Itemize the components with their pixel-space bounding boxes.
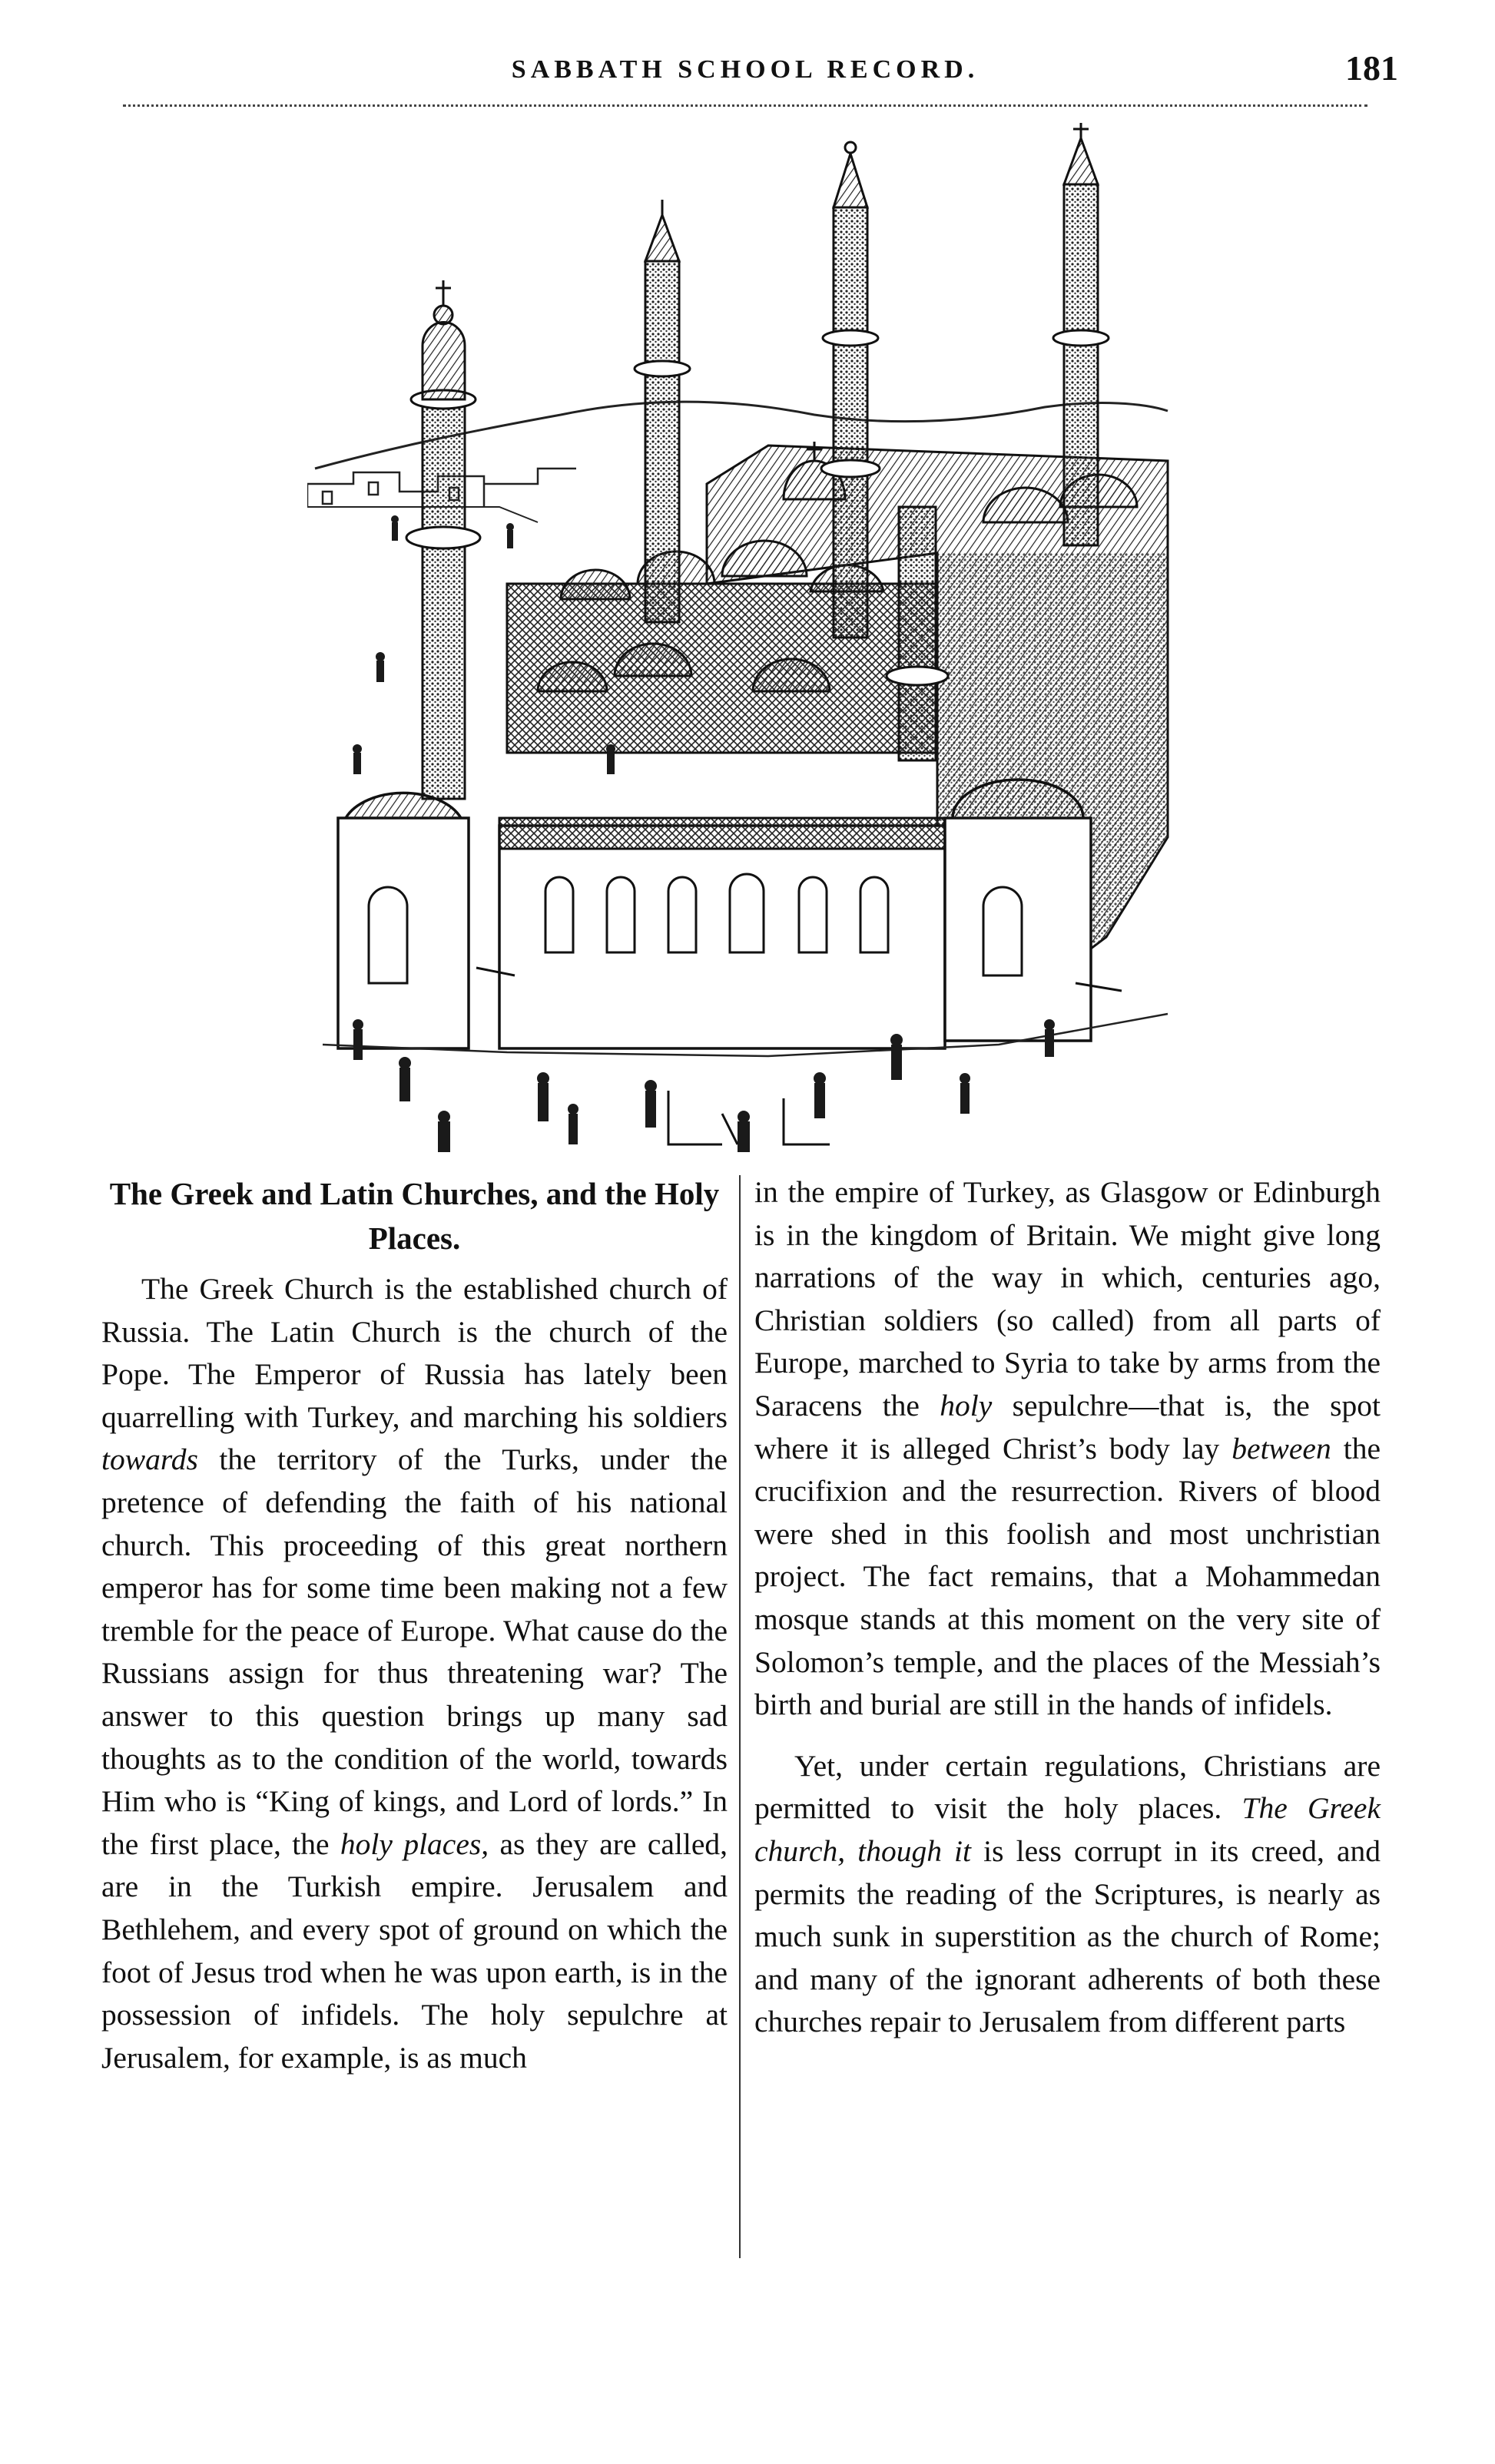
page-number: 181 — [1345, 48, 1398, 88]
article-paragraph-1: The Greek Church is the established church of Russia. The Latin Church is the church of the Pope. The Emperor of Russia has lately been quarrelling with Turkey, and marching his soldiers towards the territory of the Turks, under the pretence of defending the faith of his national church. This proceeding of this great northern emperor has for some time been making not a few tremble for the peace of Europe. What cause do the Russians assign for thus threatening war? The answer to this question brings up many sad thoughts as to the condition of the world, towards Him who is “King of kings, and Lord of lords.” In the first place, the holy places, as they are called, are in the Turkish empire. Jerusalem and Bethlehem, and every spot of ground on which the foot of Jesus trod when he was upon earth, is in the possession of infidels. The holy sepulchre at Jerusalem, for example, is as much — [101, 1272, 728, 2075]
page-header — [92, 48, 1398, 94]
mosque-engraving-icon — [307, 123, 1175, 1152]
article-title: The Greek and Latin Churches, and the Holy Places. — [109, 1176, 720, 1256]
column-divider — [739, 1175, 741, 2258]
right-column — [754, 1171, 1381, 2400]
header-rule — [123, 104, 1367, 111]
left-column — [101, 1171, 728, 2400]
running-title: SABBATH SCHOOL RECORD. — [511, 55, 980, 84]
article-paragraph-continued: in the empire of Turkey, as Glasgow or Edinburgh is in the kingdom of Britain. We might give long narrations of the way in which, centuries ago, Christian soldiers (so called) from all parts of Europe, marched to Syria to take by arms from the Saracens the holy sepulchre—that is, the spot where it is alleged Christ’s body lay between the crucifixion and the resurrection. Rivers of blood were shed in this foolish and most unchristian project. The fact remains, that a Mohammedan mosque stands at this moment on the very site of Solomon’s temple, and the places of the Messiah’s birth and burial are still in the hands of infidels. — [754, 1175, 1381, 1722]
article-paragraph-2: Yet, under certain regulations, Christians are permitted to visit the holy places. The Greek church, though it is less corrupt in its creed, and permits the reading of the Scriptures, is nearly as much sunk in superstition as the church of Rome; and many of the ignorant adherents of both these churches repair to Jerusalem from different parts — [754, 1748, 1381, 2039]
